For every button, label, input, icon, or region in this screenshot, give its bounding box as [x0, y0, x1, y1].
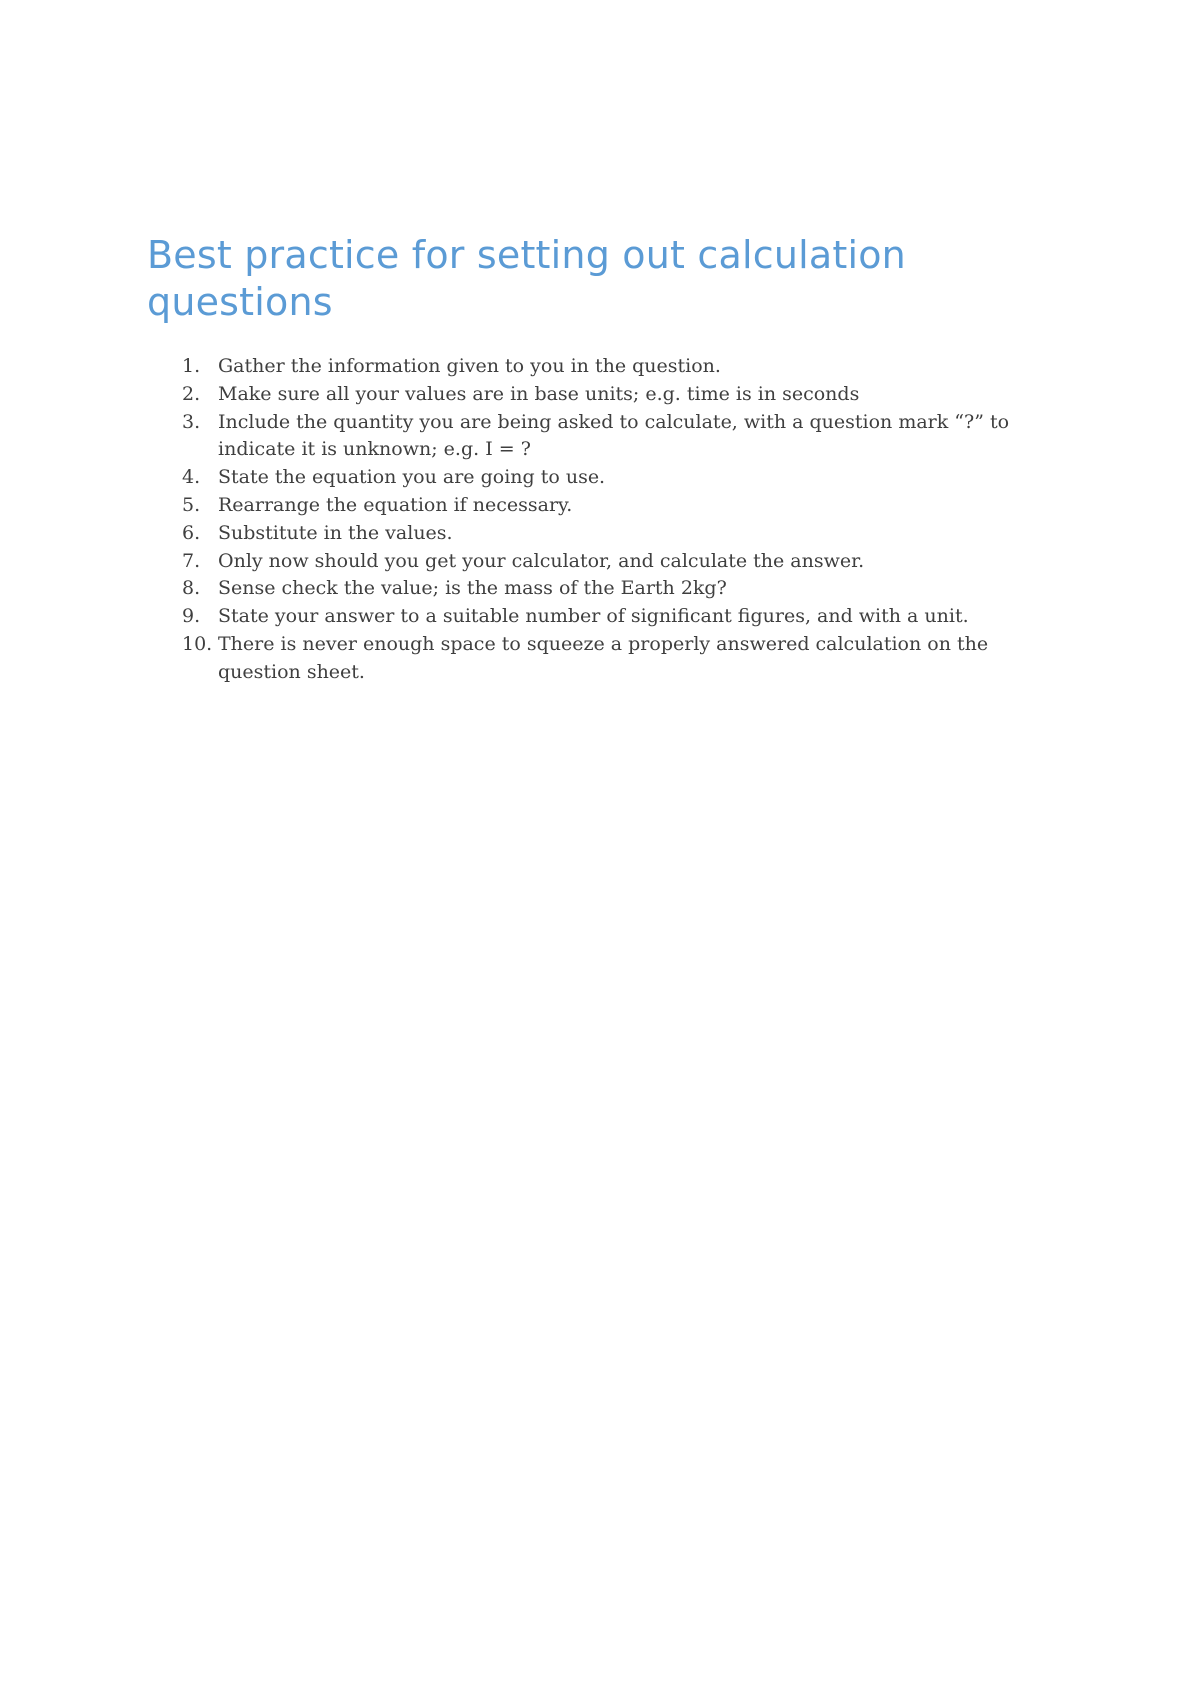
- list-item-text: Make sure all your values are in base units; e.g. time is in seconds: [218, 382, 860, 405]
- list-item-text: Sense check the value; is the mass of the Earth 2kg?: [218, 577, 727, 600]
- list-item-number: 4.: [182, 466, 201, 489]
- list-item: [147, 603, 1047, 631]
- list-item-number: 1.: [182, 355, 201, 377]
- list-item: [147, 353, 1047, 381]
- list-item: [147, 520, 1047, 548]
- list-item-text: Include the quantity you are being asked to calculate, with a question mark “?” to indicate it is unknown; e.g. I = ?: [218, 410, 1010, 461]
- list-item: [147, 464, 1047, 492]
- list-item-number: 3.: [182, 410, 201, 433]
- list-item: [147, 492, 1047, 520]
- list-item: [147, 575, 1047, 603]
- list-item: [147, 548, 1047, 576]
- list-item-text: Gather the information given to you in the question.: [218, 355, 721, 377]
- list-item-text: There is never enough space to squeeze a properly answered calculation on the question sheet.: [218, 632, 989, 683]
- list-item-text: Rearrange the equation if necessary.: [218, 493, 573, 516]
- list-item-text: Substitute in the values.: [218, 521, 453, 544]
- steps-list: [147, 353, 1047, 687]
- list-item-number: 2.: [182, 382, 201, 405]
- list-item-text: State your answer to a suitable number of significant figures, and with a unit.: [218, 605, 969, 628]
- list-item-text: State the equation you are going to use.: [218, 466, 606, 489]
- list-item: [147, 631, 1047, 687]
- list-item-number: 8.: [182, 577, 201, 600]
- list-item-number: 9.: [182, 605, 201, 628]
- list-item-text: Only now should you get your calculator, and calculate the answer.: [218, 549, 865, 572]
- list-item-number: 10.: [182, 632, 213, 655]
- list-item-number: 6.: [182, 521, 201, 544]
- list-item: [147, 409, 1047, 465]
- list-item-number: 7.: [182, 549, 201, 572]
- document-title: Best practice for setting out calculation questions: [147, 233, 906, 324]
- list-item: [147, 381, 1047, 409]
- list-item-number: 5.: [182, 493, 201, 516]
